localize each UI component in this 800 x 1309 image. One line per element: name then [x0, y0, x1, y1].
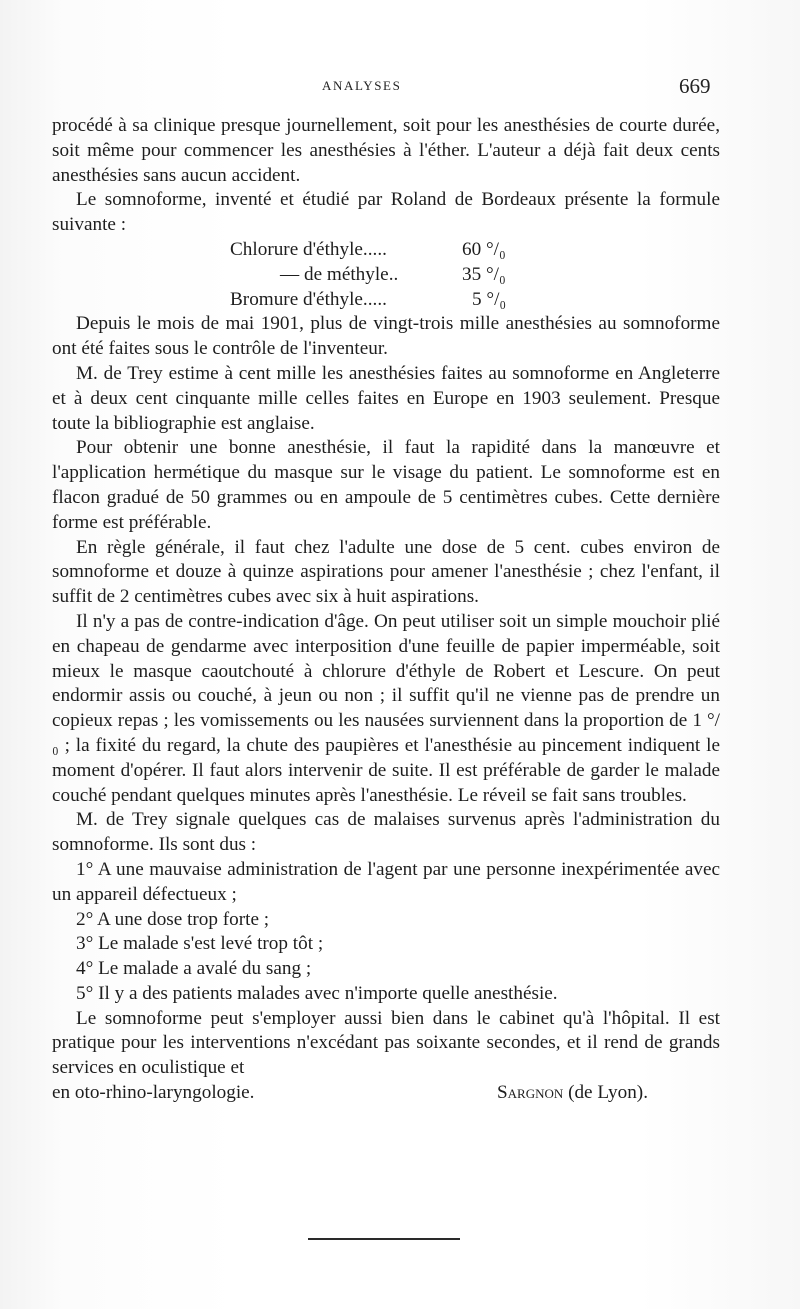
paragraph: En règle générale, il faut chez l'adulte une dose de 5 cent. cubes environ de somnoforme et douze à quinze aspirations pour amener l'anesthésie ; chez l'enfant, il suffit de 2 centimètres cubes avec six à huit aspirations.: [52, 536, 720, 608]
list-item: 5° Il y a des patients malades avec n'importe quelle anesthésie.: [76, 982, 558, 1004]
paragraph: Le somnoforme, inventé et étudié par Roland de Bordeaux présente la formule suivante :: [52, 189, 720, 236]
list-item: 4° Le malade a avalé du sang ;: [76, 958, 312, 980]
paragraph-end: en oto-rhino-laryngologie.: [52, 1082, 255, 1104]
signature-line: [52, 1081, 720, 1106]
formula-component: — de méthyle..: [280, 263, 399, 285]
formula-row: [230, 263, 720, 288]
running-head: [0, 76, 800, 98]
list-item: 2° A une dose trop forte ;: [76, 908, 270, 930]
list-item: 1° A une mauvaise administration de l'agent par une personne inexpérimentée avec un appareil défectueux ;: [52, 858, 720, 905]
formula-row: [230, 238, 720, 263]
paragraph: M. de Trey estime à cent mille les anesthésies faites au somnoforme en Angleterre et à deux cent cinquante mille celles faites en Europe en 1903 seulement. Presque toute la bibliographie est anglaise.: [52, 362, 720, 434]
formula-table: [52, 238, 720, 312]
closing-rule: [308, 1238, 460, 1240]
formula-component: Chlorure d'éthyle.....: [230, 238, 387, 260]
formula-percent: 5 °/₀: [472, 288, 507, 310]
formula-percent: 35 °/₀: [462, 263, 506, 285]
author-place: (de Lyon).: [568, 1082, 648, 1104]
list-item: 3° Le malade s'est levé trop tôt ;: [76, 933, 324, 955]
paragraph: M. de Trey signale quelques cas de malaises survenus après l'administration du somnoforme. Ils sont dus :: [52, 809, 720, 856]
paragraph: Il n'y a pas de contre-indication d'âge. On peut utiliser soit un simple mouchoir plié en chapeau de gendarme avec interposition d'une feuille de papier imperméable, soit mieux le masque caoutchouté à chlorure d'éthyle de Robert et Lescure. On peut endormir assis ou couché, à jeun ou non ; il suffit qu'il ne vienne pas de prendre un copieux repas ; les vomissements ou les nausées surviennent dans la proportion de 1 °/₀ ; la fixité du regard, la chute des paupières et l'anesthésie au pincement indiquent le moment d'opérer. Il faut alors intervenir de suite. Il est préférable de garder le malade couché pendant quelques minutes après l'anesthésie. Le réveil se fait sans troubles.: [52, 610, 720, 806]
paragraph: procédé à sa clinique presque journellement, soit pour les anesthésies de courte durée, soit même pour commencer les anesthésies à l'éther. L'auteur a déjà fait deux cents anesthésies sans aucun accident.: [52, 115, 720, 186]
paragraph: Pour obtenir une bonne anesthésie, il faut la rapidité dans la manœuvre et l'application hermétique du masque sur le visage du patient. Le somnoforme est en flacon gradué de 50 grammes ou en ampoule de 5 centimètres cubes. Cette dernière forme est préférable.: [52, 437, 720, 533]
formula-row: [230, 288, 720, 313]
signature: [497, 1081, 648, 1106]
formula-component: Bromure d'éthyle.....: [230, 288, 387, 310]
article-text: [52, 114, 720, 1106]
paragraph: Depuis le mois de mai 1901, plus de vingt-trois mille anesthésies au somnoforme ont été faites sous le contrôle de l'inventeur.: [52, 313, 720, 360]
running-title: ANALYSES: [322, 78, 402, 93]
paragraph: Le somnoforme peut s'employer aussi bien dans le cabinet qu'à l'hôpital. Il est pratique pour les interventions n'excédant pas soixante secondes, et il rend de grands services en oculistique et: [52, 1007, 720, 1079]
formula-percent: 60 °/₀: [462, 238, 506, 260]
page-number: 669: [679, 74, 711, 98]
author-name: Sargnon: [496, 1082, 564, 1104]
